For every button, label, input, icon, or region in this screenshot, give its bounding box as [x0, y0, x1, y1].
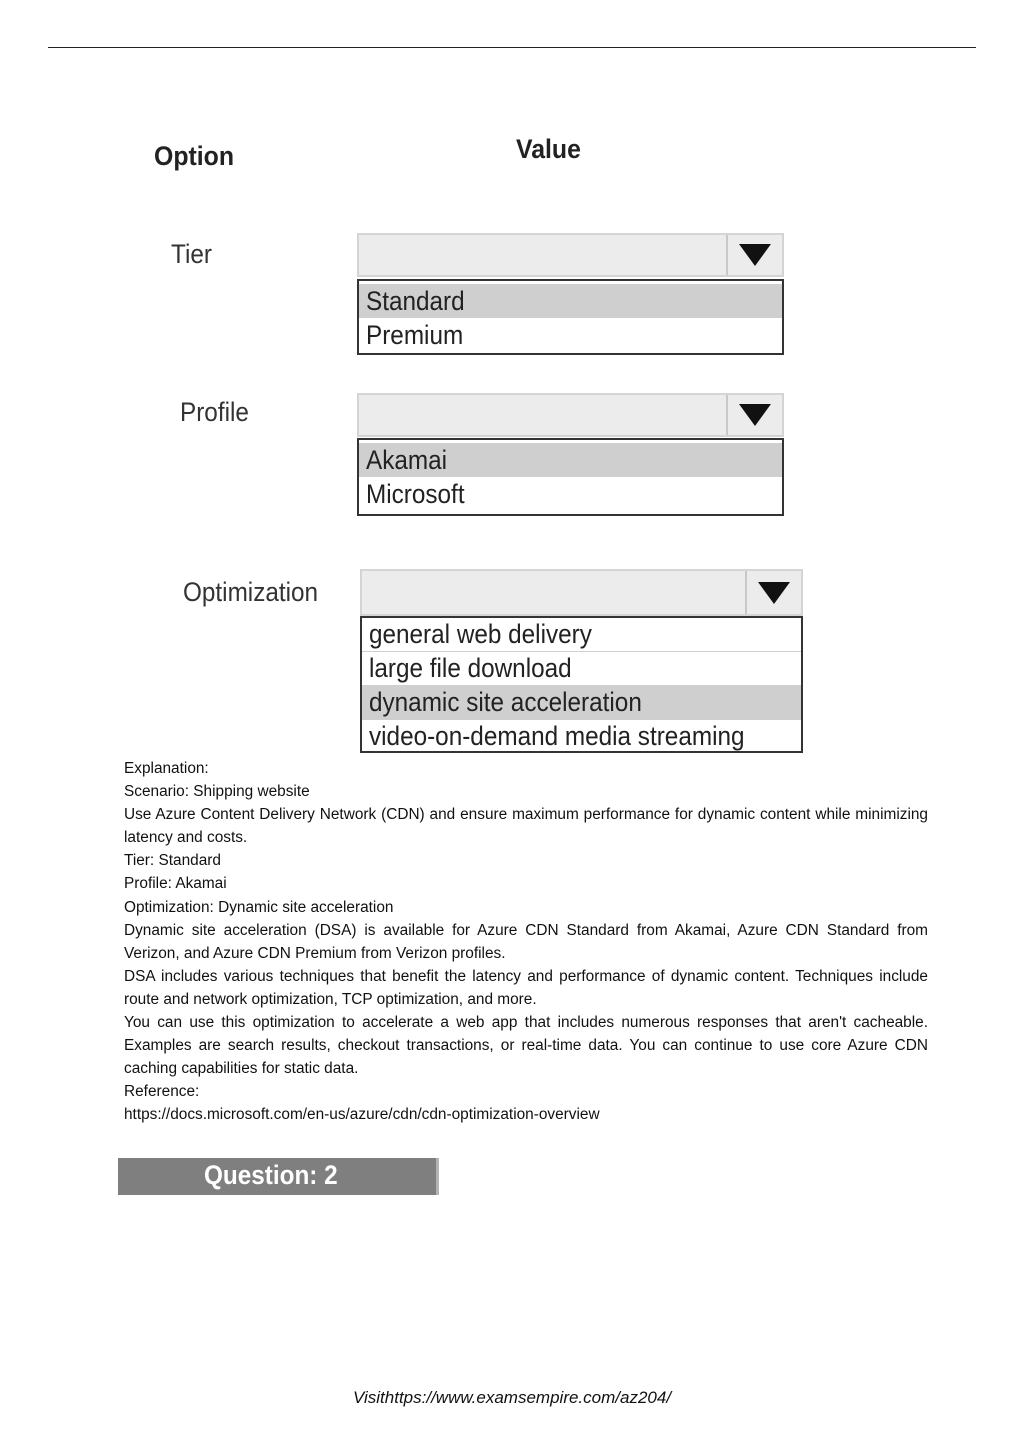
- profile-option-microsoft[interactable]: Microsoft: [366, 479, 465, 509]
- footer-link[interactable]: Visithttps://www.examsempire.com/az204/: [352, 1388, 672, 1407]
- tier-option-premium[interactable]: Premium: [366, 320, 464, 350]
- top-divider: [48, 47, 976, 48]
- optimization-option-general-web-delivery[interactable]: general web delivery: [362, 618, 801, 652]
- profile-dropdown-field[interactable]: [357, 393, 784, 437]
- question-number: Question: 2: [204, 1160, 338, 1190]
- optimization-option-video-on-demand[interactable]: video-on-demand media streaming: [369, 721, 745, 751]
- explanation-paragraph-usage: You can use this optimization to accelerate a web app that includes numerous responses that aren't cacheable. Examples are search results, checkout transactions, or real-time data. You can continue to use core Azure CDN caching capabilities for static data.: [124, 1014, 928, 1078]
- optimization-option-large-file-download[interactable]: large file download: [362, 652, 801, 686]
- tier-options-list: [357, 279, 784, 355]
- reference-label: Reference:: [124, 1083, 200, 1101]
- explanation-paragraph-dsa-techniques: DSA includes various techniques that benefit the latency and performance of dynamic content. Techniques include route and network optimization, TCP optimization, and more.: [124, 967, 928, 1008]
- profile-label: Profile: [180, 397, 249, 427]
- explanation-heading: Explanation:: [124, 760, 209, 777]
- dropdown-arrow-icon: [739, 404, 771, 426]
- optimization-options-list: [360, 616, 803, 753]
- profile-options-list: [357, 438, 784, 516]
- answer-optimization: Optimization: Dynamic site acceleration: [124, 898, 394, 916]
- explanation-section: [124, 757, 928, 1127]
- optimization-option-dynamic-site-acceleration[interactable]: dynamic site acceleration: [362, 686, 801, 720]
- dropdown-arrow-icon: [739, 244, 771, 266]
- tier-option-standard[interactable]: Standard: [359, 284, 782, 318]
- requirement-text: Use Azure Content Delivery Network (CDN) and ensure maximum performance for dynamic content while minimizing latency and costs.: [124, 806, 928, 847]
- option-column-header: Option: [154, 141, 235, 171]
- question-banner: [118, 1158, 439, 1195]
- value-column-header: Value: [516, 134, 581, 164]
- answer-tier: Tier: Standard: [124, 852, 221, 870]
- optimization-dropdown-toggle[interactable]: [745, 571, 801, 614]
- reference-link[interactable]: https://docs.microsoft.com/en-us/azure/cdn/cdn-optimization-overview: [124, 1106, 600, 1124]
- tier-dropdown-toggle[interactable]: [726, 235, 782, 275]
- tier-dropdown-field[interactable]: [357, 233, 784, 277]
- dropdown-arrow-icon: [758, 582, 790, 604]
- scenario-text: Scenario: Shipping website: [124, 783, 310, 801]
- profile-dropdown-toggle[interactable]: [726, 395, 782, 435]
- optimization-label: Optimization: [183, 577, 319, 607]
- answer-profile: Profile: Akamai: [124, 875, 227, 893]
- explanation-paragraph-dsa-availability: Dynamic site acceleration (DSA) is available for Azure CDN Standard from Akamai, Azure CDN Standard from Verizon, and Azure CDN Premium from Verizon profiles.: [124, 921, 928, 962]
- tier-label: Tier: [171, 239, 212, 269]
- profile-option-akamai[interactable]: Akamai: [359, 443, 782, 477]
- optimization-dropdown-field[interactable]: [360, 569, 803, 616]
